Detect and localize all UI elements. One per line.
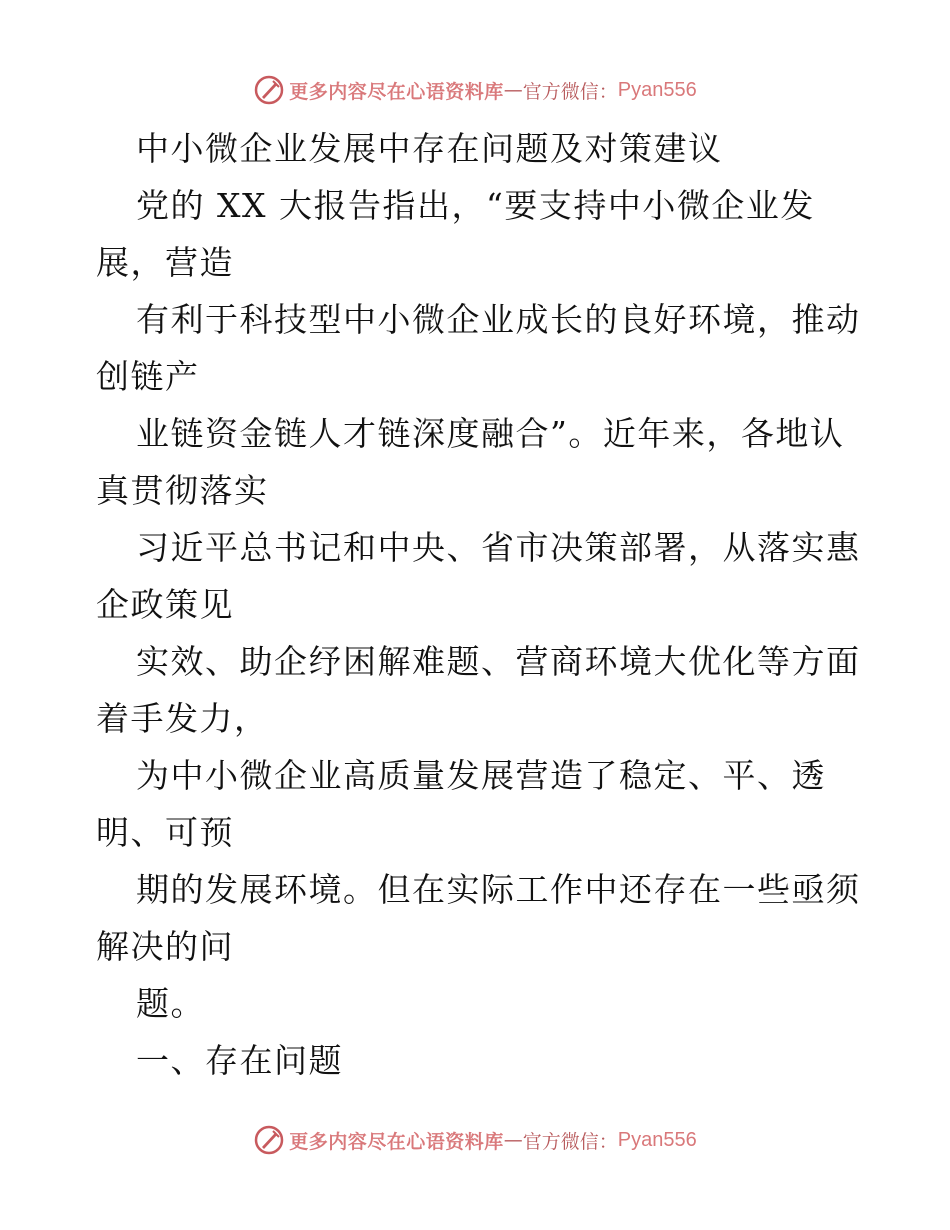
text-line: 明、可预	[96, 813, 234, 852]
text-line: 习近平总书记和中央、省市决策部署，从落实惠	[136, 528, 861, 567]
text-line: 为中小微企业高质量发展营造了稳定、平、透	[136, 756, 826, 795]
footer-watermark-banner	[0, 1120, 950, 1160]
banner-dash: —	[503, 1129, 523, 1151]
banner-wechat-label: 官方微信：	[522, 80, 618, 103]
banner-dash: —	[503, 79, 523, 101]
document-title: 中小微企业发展中存在问题及对策建议	[136, 129, 723, 168]
text-line: 真贯彻落实	[96, 471, 269, 510]
banner-site-name: 更多内容尽在心语资料库	[289, 1130, 504, 1153]
banner-site-name: 更多内容尽在心语资料库	[289, 80, 504, 103]
text-line: 题。	[136, 984, 205, 1023]
quill-logo-icon	[253, 74, 285, 106]
text-line: 有利于科技型中小微企业成长的良好环境，推动	[136, 300, 861, 339]
text-line: 党的 XX 大报告指出，“要支持中小微企业发	[136, 186, 815, 225]
text-line: 创链产	[96, 357, 200, 396]
text-line: 着手发力，	[96, 699, 269, 738]
banner-wechat-id: Pyan556	[617, 1128, 697, 1151]
banner-wechat-label: 官方微信：	[522, 1130, 618, 1153]
text-line: 期的发展环境。但在实际工作中还存在一些亟须	[136, 870, 861, 909]
text-line: 企政策见	[96, 585, 234, 624]
text-line: 业链资金链人才链深度融合”。近年来，各地认	[136, 414, 845, 453]
banner-wechat-id: Pyan556	[617, 78, 697, 101]
quill-logo-icon	[253, 1124, 285, 1156]
text-line: 一、存在问题	[136, 1041, 343, 1080]
document-body	[96, 120, 861, 1089]
header-watermark-banner	[0, 70, 950, 110]
text-line: 展，营造	[96, 243, 234, 282]
text-line: 解决的问	[96, 927, 234, 966]
text-line: 实效、助企纾困解难题、营商环境大优化等方面	[136, 642, 861, 681]
